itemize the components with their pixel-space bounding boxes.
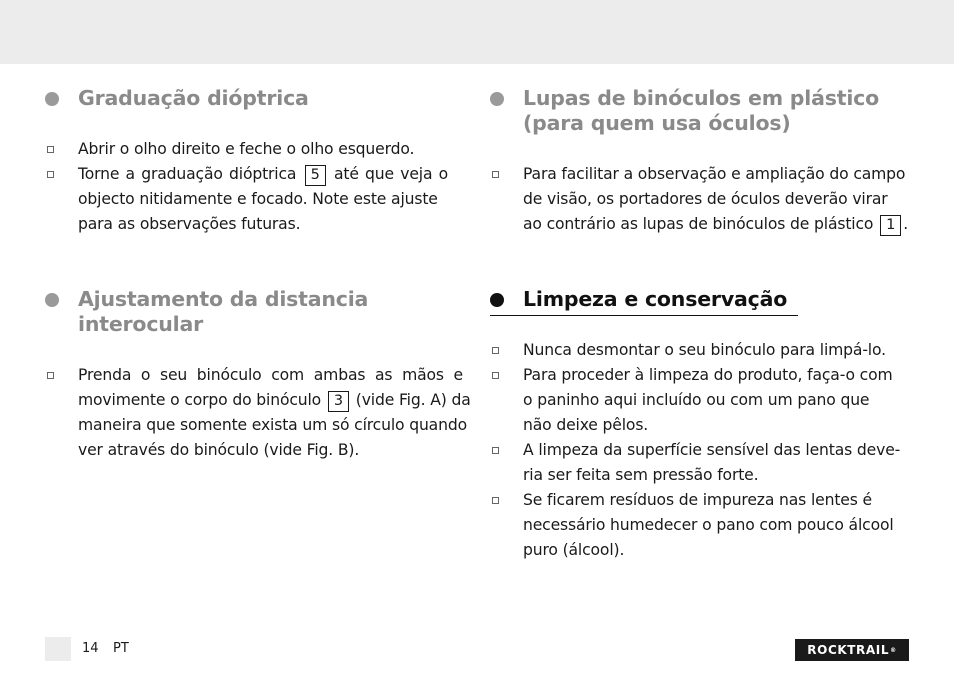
list-item (78, 137, 448, 162)
list-item (78, 162, 448, 237)
item-line (78, 388, 471, 413)
item-text: Nunca desmontar o seu binóculo para limpá-lo. (523, 341, 886, 359)
section-bullet-icon (45, 92, 59, 106)
item-text: ver através do binóculo (vide Fig. B). (78, 441, 360, 459)
item-text: Torne a graduação dióptrica (78, 165, 297, 183)
item-text: para as observações futuras. (78, 215, 301, 233)
page-number: 14 (82, 641, 99, 656)
brand-logo-text: ROCKTRAIL (807, 643, 890, 657)
list-item (523, 363, 903, 438)
section-bullet-icon (45, 293, 59, 307)
item-text: maneira que somente exista um só círculo quando (78, 416, 467, 434)
item-text: puro (álcool). (523, 541, 625, 559)
list-item (523, 338, 903, 363)
part-ref-badge: 5 (305, 165, 326, 186)
brand-logo (795, 639, 909, 661)
checkbox-bullet-icon (492, 171, 499, 178)
item-text: Para proceder à limpeza do produto, faça-o com (523, 366, 893, 384)
item-text: movimente o corpo do binóculo (78, 391, 322, 409)
item-text: necessário humedecer o pano com pouco álcool (523, 516, 894, 534)
part-ref-badge: 3 (328, 391, 349, 412)
checkbox-bullet-icon (47, 146, 54, 153)
header-band (0, 0, 954, 64)
item-text: ria ser feita sem pressão forte. (523, 466, 759, 484)
checkbox-bullet-icon (492, 497, 499, 504)
list-item (523, 162, 908, 237)
item-text: (vide Fig. A) da (355, 391, 471, 409)
heading-text: Graduação dióptrica (78, 86, 309, 110)
page-language: PT (113, 641, 129, 656)
heading-underline (490, 315, 798, 316)
heading-text: (para quem usa óculos) (523, 111, 791, 135)
item-line (523, 212, 908, 237)
checkbox-bullet-icon (492, 347, 499, 354)
section-heading-interocular (78, 287, 368, 337)
part-ref-badge: 1 (880, 215, 901, 236)
checkbox-bullet-icon (47, 171, 54, 178)
section-bullet-icon (490, 293, 504, 307)
item-text: objecto nitidamente e focado. Note este ajuste (78, 190, 438, 208)
page-marker (45, 637, 71, 661)
item-text: A limpeza da superfície sensível das lentas deve- (523, 441, 901, 459)
checkbox-bullet-icon (47, 372, 54, 379)
checkbox-bullet-icon (492, 447, 499, 454)
checkbox-bullet-icon (492, 372, 499, 379)
item-text: Se ficarem resíduos de impureza nas lentes é (523, 491, 872, 509)
section-bullet-icon (490, 92, 504, 106)
item-text: não deixe pêlos. (523, 416, 649, 434)
section-heading-cleaning (523, 287, 787, 312)
list-item (78, 363, 471, 463)
list-item (523, 438, 903, 488)
registered-mark-icon: ® (890, 646, 897, 654)
item-text: Abrir o olho direito e feche o olho esquerdo. (78, 140, 415, 158)
item-text: de visão, os portadores de óculos deverão virar (523, 190, 888, 208)
item-text: o paninho aqui incluído ou com um pano que (523, 391, 870, 409)
item-text: até que veja o (333, 165, 449, 183)
section-heading-diopter (78, 86, 309, 111)
item-text: ao contrário as lupas de binóculos de plástico (523, 215, 874, 233)
heading-text: Ajustamento da distancia (78, 287, 369, 311)
section-heading-eyecups (523, 86, 879, 136)
heading-text: Limpeza e conservação (523, 287, 788, 311)
heading-text: interocular (78, 312, 204, 336)
item-text: Prenda o seu binóculo com ambas as mãos e (78, 366, 463, 384)
heading-text: Lupas de binóculos em plástico (523, 86, 879, 110)
list-item (523, 488, 908, 563)
item-line (78, 162, 448, 187)
item-text: Para facilitar a observação e ampliação do campo (523, 165, 906, 183)
item-text: . (903, 215, 908, 233)
